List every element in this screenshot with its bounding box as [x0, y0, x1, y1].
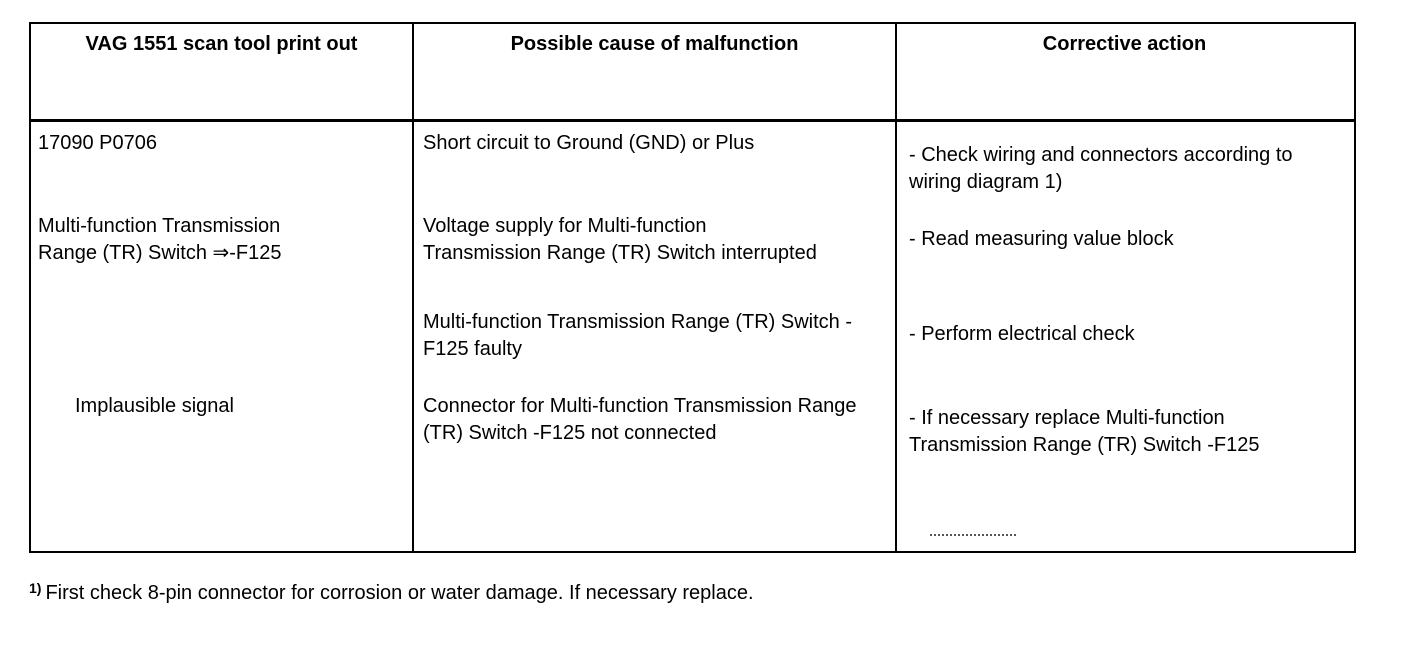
action-read-value-block: - Read measuring value block	[909, 228, 1174, 250]
footnote-text: First check 8-pin connector for corrosion or water damage. If necessary replace.	[45, 582, 754, 604]
column-divider-2	[895, 22, 897, 553]
component-name-line1: Multi-function Transmission	[38, 215, 281, 237]
cause-switch-faulty: Multi-function Transmission Range (TR) Switch -F125 faulty	[423, 311, 853, 360]
fault-code: 17090 P0706	[38, 132, 158, 154]
header-possible-cause: Possible cause of malfunction	[510, 33, 799, 55]
header-divider	[29, 119, 1356, 122]
action-check-wiring: - Check wiring and connectors according to wiring diagram 1)	[909, 144, 1293, 193]
table-frame	[29, 22, 1356, 553]
action-electrical-check: - Perform electrical check	[909, 323, 1135, 345]
footnote-marker: 1)	[29, 580, 42, 596]
header-corrective-action: Corrective action	[1042, 33, 1207, 55]
column-divider-1	[412, 22, 414, 553]
component-name-line2: Range (TR) Switch ⇒-F125	[38, 242, 282, 264]
cause-short-circuit: Short circuit to Ground (GND) or Plus	[423, 132, 755, 154]
fault-signal: Implausible signal	[75, 395, 234, 417]
footnote	[29, 582, 754, 605]
header-scan-tool: VAG 1551 scan tool print out	[85, 33, 358, 55]
cause-connector: Connector for Multi-function Transmission Range (TR) Switch -F125 not connected	[423, 395, 857, 444]
scan-artifact	[930, 534, 1016, 540]
action-replace-switch: - If necessary replace Multi-function Transmission Range (TR) Switch -F125	[909, 407, 1260, 456]
cause-voltage-supply: Voltage supply for Multi-function Transmission Range (TR) Switch interrupted	[423, 215, 817, 264]
